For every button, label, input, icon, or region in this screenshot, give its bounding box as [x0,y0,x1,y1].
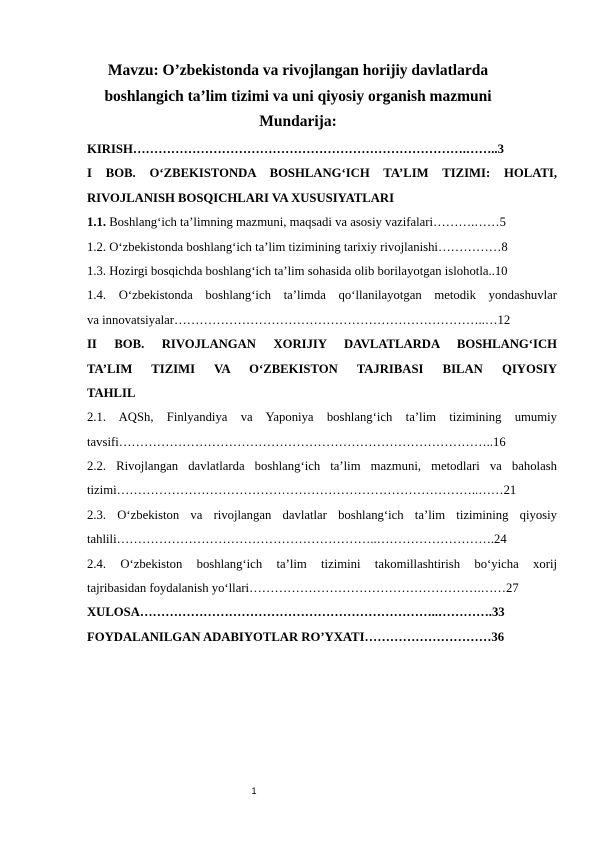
toc-entry-2-1-line2[interactable]: tavsifi……………………………………………………………………………..16 [87,434,506,449]
toc-entry-1-3[interactable]: 1.3. Hozirgi bosqichda boshlang‘ich ta’lim sohasida olib borilayotgan islohotla..10 [87,263,508,278]
toc-entry-1-1-number: 1.1. [87,215,107,230]
toc-entry-2-3-line1[interactable]: 2.3. O‘zbekiston va rivojlangan davlatlar boshlang‘ich ta’lim tizimining qiyosiy [87,507,557,522]
title-line-1: Mavzu: O’zbekistonda va rivojlangan horijiy davlatlarda [107,62,489,79]
toc-entry-1-1-text: Boshlang‘ich ta’limning mazmuni, maqsadi va asosiy vazifalari……….……5 [106,215,506,230]
toc-entry-2-1-line1[interactable]: 2.1. AQSh, Finlyandiya va Yaponiya boshlang‘ich ta’lim tizimining umumiy [87,410,557,425]
page-number: 1 [251,786,257,796]
toc-entry-2-2-line2[interactable]: tizimi…………………………………………………………………………..……21 [87,483,517,498]
toc-entry-1-4-line2[interactable]: va innovatsiyalar………………………………………………………………..…12 [87,312,511,327]
toc-entry-1-4-line1[interactable]: 1.4. O‘zbekistonda boshlang‘ich ta’limda qo‘llanilayotgan metodik yondashuvlar [87,288,557,303]
toc-entry-2-4-line1[interactable]: 2.4. O‘zbekiston boshlang‘ich ta’lim tizimini takomillashtirish bo‘yicha xorij [87,556,557,571]
toc-entry-2-4-line2[interactable]: tajribasidan foydalanish yo‘llari……………………………………………….……27 [87,581,519,596]
toc-entry-2-3-line2[interactable]: tahlili……………………………………………………..……………………….24 [87,532,507,547]
toc-entry-bob2-line3[interactable]: TAHLIL [87,385,136,400]
toc-entry-1-1[interactable] [87,210,557,234]
toc-entry-adabiyotlar[interactable]: FOYDALANILGAN ADABIYOTLAR RO’YXATI…………………………36 [87,629,505,644]
toc-entry-bob1-line2[interactable]: RIVOJLANISH BOSQICHLARI VA XUSUSIYATLARI [87,190,395,205]
toc-entry-2-2-line1[interactable]: 2.2. Rivojlangan davlatlarda boshlang‘ich ta’lim mazmuni, metodlari va baholash [87,459,557,474]
toc-entry-bob2-line2[interactable]: TA’LIM TIZIMI VA O‘ZBEKISTON TAJRIBASI BILAN QIYOSIY [87,361,557,376]
toc-entry-bob2-line1[interactable]: II BOB. RIVOJLANGAN XORIJIY DAVLATLARDA BOSHLANG‘ICH [87,337,557,352]
toc-entry-xulosa[interactable]: XULOSA……………………………………………………………..………….33 [87,605,505,620]
table-of-contents [87,137,557,649]
toc-entry-kirish[interactable]: KIRISH…………………………………………………………………….……..3 [87,142,504,156]
toc-entry-bob1-line1[interactable]: I BOB. O‘ZBEKISTONDA BOSHLANG‘ICH TA’LIM TIZIMI: HOLATI, [87,166,557,181]
toc-entry-1-2[interactable]: 1.2. O‘zbekistonda boshlang‘ich ta’lim tizimining tarixiy rivojlanishi……………8 [87,239,508,254]
toc-heading: Mundarija: [259,113,337,130]
title-line-2: boshlangich ta’lim tizimi va uni qiyosiy organish mazmuni [104,88,492,105]
